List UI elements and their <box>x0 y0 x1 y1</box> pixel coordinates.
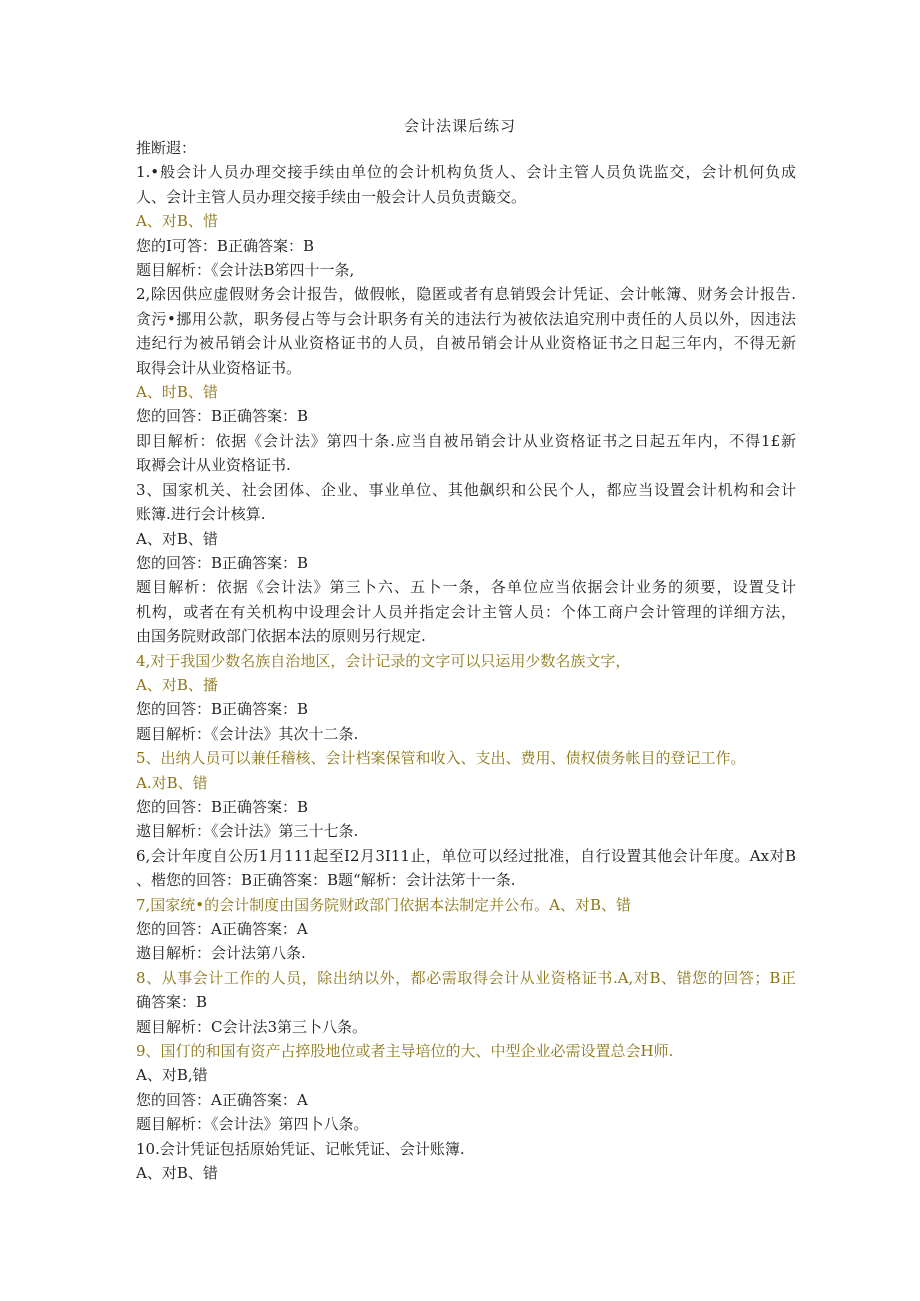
text-line: 9、国仃的和国有资产占捽股地位或者主导培位的大、中型企业必需设置总会H师. <box>136 1042 674 1061</box>
text-line: A.对B、错 <box>136 773 208 792</box>
text-line: 、楷您的回答：B正确答案：B题“解析：会计法笫十一条. <box>136 871 516 890</box>
text-line: 您的回答：B正确答案：B <box>136 553 309 572</box>
text-line: 7,国家统•的会计制度由国务院财政部门依据本法制定并公布。A、对B、错 <box>136 895 632 914</box>
text-line: 由国务院财政部门依据本法的原则另行规定. <box>136 627 426 646</box>
text-line: 账簿.进行会计核算. <box>136 505 266 524</box>
text-line: 5、出纳人员可以兼任稽核、会计档案保管和收入、支出、费用、债权债务帐目的登记工作。 <box>136 749 746 768</box>
text-line: 6,会计年度自公历1月111起至I2月3I11止，单位可以经过批准，自行设置其他会计年度。Ax对B <box>136 846 796 865</box>
document-body <box>136 136 796 1185</box>
text-line: A、对B、播 <box>136 675 218 694</box>
text-line: 8、从事会计工作的人员，除出纳以外，都必需取得会计从业资格证书.A,对B、错您的回答；B正 <box>136 968 796 987</box>
text-line: A、对B、错 <box>136 529 218 548</box>
text-line: 确答案：B <box>136 993 208 1012</box>
text-line: 遨目解析：《会计法》第三十七条. <box>136 822 359 841</box>
text-line: 您的回答：A正确答案：A <box>136 920 308 938</box>
document-title: 会计法课后练习 <box>403 117 516 135</box>
text-line: 10.会计凭证包括原始凭证、记帐凭证、会计账簿. <box>136 1139 465 1158</box>
text-line: 2,除因供应虚假财务会计报告，做假帐，隐匿或者有息销毁会计凭证、会计帐簿、财务会计报告. <box>136 285 796 304</box>
text-line: A、对B、惜 <box>136 212 218 231</box>
text-line: 题目解析：《会计法》其次十二条. <box>136 724 359 743</box>
text-line: 题目解析：《会计法》第四卜八条。 <box>136 1115 369 1134</box>
text-line: 题目解析：C会计法3第三卜八条。 <box>136 1017 368 1036</box>
text-line: 1.•般会计人员办理交接手续由单位的会计机构负货人、会计主管人员负诜监交，会计机何负成 <box>136 163 796 182</box>
text-line: 您的回答：B正确答案：B <box>136 797 309 816</box>
text-line: A、对B、错 <box>136 1164 218 1183</box>
text-line: 即目解析：依据《会计法》第四十条.应当自被吊销会计从业资格证书之日起五年内，不得1£新 <box>136 431 796 450</box>
text-line: 您的回答：B正确答案：B <box>136 407 309 426</box>
text-line: 推断遐： <box>136 139 197 157</box>
text-line: 取褥会计从业资格证书. <box>136 456 291 475</box>
text-line: 题目解析：依据《会计法》第三卜六、五卜一条，各单位应当依据会计业务的须要，设置殳计 <box>136 578 796 597</box>
text-line: 遨目解析：会计法第八条. <box>136 944 306 963</box>
text-line: 机构，或者在有关机构中设理会计人员并指定会计主管人员：个体工商户会计管理的详细方法， <box>136 602 796 621</box>
text-line: 4,对于我国少数名族自治地区，会计记录的文字可以只运用少数名族文字， <box>136 651 631 670</box>
text-line: 您的回答：A正确答案：A <box>136 1090 308 1109</box>
text-line: 违纪行为被吊销会计从业资格证书的人员，自被吊销会计从业资格证书之日起三年内，不得无新 <box>136 334 796 353</box>
text-line: A、时B、错 <box>136 383 218 402</box>
text-line: 您的回答：B正确答案：B <box>136 700 309 719</box>
text-line: A、对B,错 <box>136 1066 208 1085</box>
text-line: 您的I可答：B正确答案：B <box>136 236 314 255</box>
text-line: 贪污•挪用公款，职务侵占等与会计职务有关的违法行为被依法追究刑中责任的人员以外，因违法 <box>136 309 796 328</box>
text-line: 人、会计主管人员办理交接手续由一般会计人员负责簸交。 <box>136 187 527 206</box>
text-line: 题目解析：《会计法B笫四十一条, <box>136 261 355 280</box>
text-line: 取得会计从业资格证书。 <box>136 358 302 377</box>
text-line: 3、国家机关、社会团体、企业、事业单位、其他飙织和公民个人，都应当设置会计机构和会计 <box>136 480 796 499</box>
